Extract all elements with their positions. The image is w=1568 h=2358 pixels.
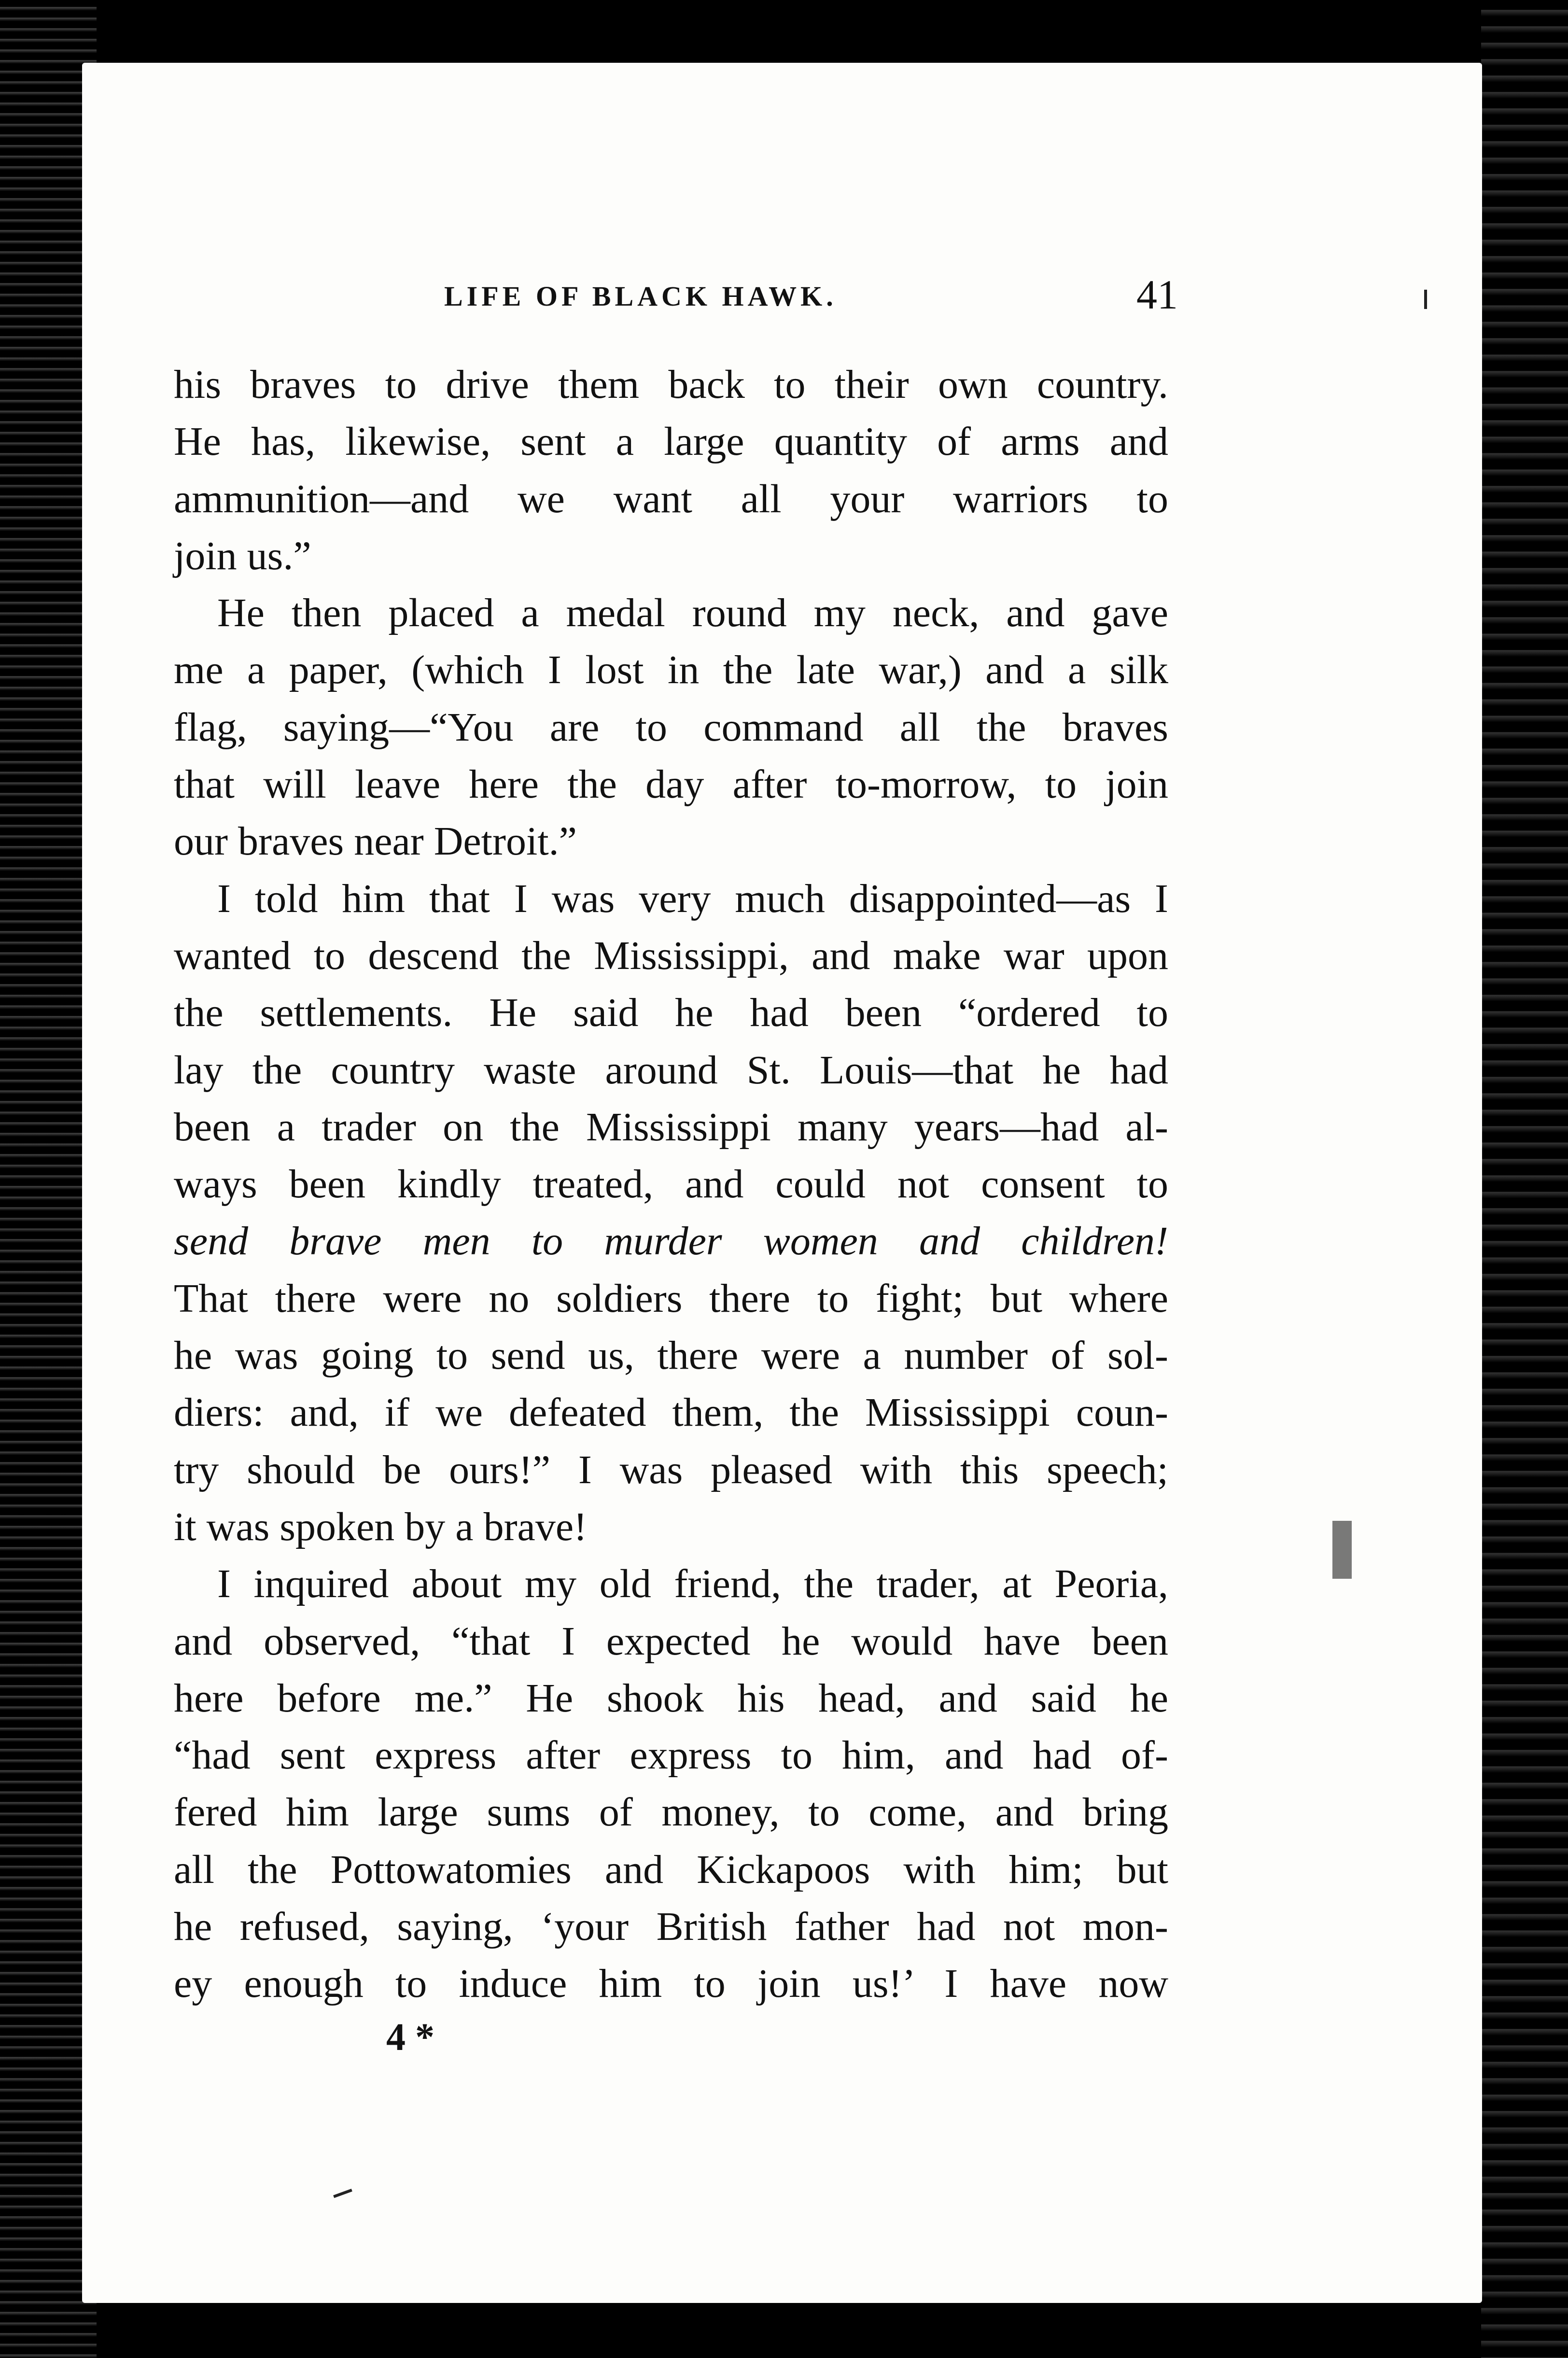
text-line: diers: and, if we defeated them, the Mississippi coun-: [174, 1390, 1168, 1435]
text-line: he refused, saying, ‘your British father had not mon-: [174, 1904, 1168, 1950]
text-line: “had sent express after express to him, and had of-: [174, 1733, 1168, 1778]
body-text: [174, 356, 1168, 2013]
text-line: join us.”: [174, 533, 311, 578]
text-line-italic: send brave men to murder women and children!: [174, 1219, 1168, 1264]
text-line: that will leave here the day after to-morrow, to join: [174, 762, 1168, 807]
text-line: all the Pottowatomies and Kickapoos with him; but: [174, 1847, 1168, 1892]
text-line: lay the country waste around St. Louis—that he had: [174, 1047, 1168, 1093]
text-line: I inquired about my old friend, the trader, at Peoria,: [217, 1561, 1168, 1607]
text-line: try should be ours!” I was pleased with this speech;: [174, 1447, 1168, 1492]
text-line: ey enough to induce him to join us!’ I have now: [174, 1961, 1168, 2007]
scan-speck: [1424, 290, 1427, 309]
text-line: He then placed a medal round my neck, and gave: [217, 590, 1168, 636]
text-line: our braves near Detroit.”: [174, 819, 577, 864]
text-line: ammunition—and we want all your warriors to: [174, 476, 1168, 521]
text-line: ways been kindly treated, and could not consent to: [174, 1162, 1168, 1207]
text-line: flag, saying—“You are to command all the braves: [174, 704, 1168, 750]
text-line: been a trader on the Mississippi many years—had al-: [174, 1104, 1168, 1150]
text-line: I told him that I was very much disappointed—as I: [217, 876, 1168, 921]
text-line: it was spoken by a brave!: [174, 1504, 588, 1549]
text-line: wanted to descend the Mississippi, and make war upon: [174, 933, 1168, 978]
text-line: the settlements. He said he had been “ordered to: [174, 990, 1168, 1036]
scan-speck: [1332, 1521, 1352, 1579]
text-line: here before me.” He shook his head, and said he: [174, 1675, 1168, 1721]
text-line: He has, likewise, sent a large quantity of arms and: [174, 419, 1168, 464]
scan-right-edge: [1481, 0, 1568, 2358]
text-line: me a paper, (which I lost in the late war,) and a silk: [174, 647, 1168, 693]
signature-mark: 4 *: [386, 2016, 434, 2059]
text-line: fered him large sums of money, to come, and bring: [174, 1790, 1168, 1835]
text-line: he was going to send us, there were a number of sol-: [174, 1333, 1168, 1378]
running-title: LIFE OF BLACK HAWK.: [444, 281, 837, 312]
text-line: his braves to drive them back to their own country.: [174, 362, 1168, 407]
page-number: 41: [1136, 271, 1178, 318]
text-line: and observed, “that I expected he would have been: [174, 1618, 1168, 1664]
text-line: That there were no soldiers there to fight; but where: [174, 1276, 1168, 1321]
page-header: [174, 270, 1178, 328]
